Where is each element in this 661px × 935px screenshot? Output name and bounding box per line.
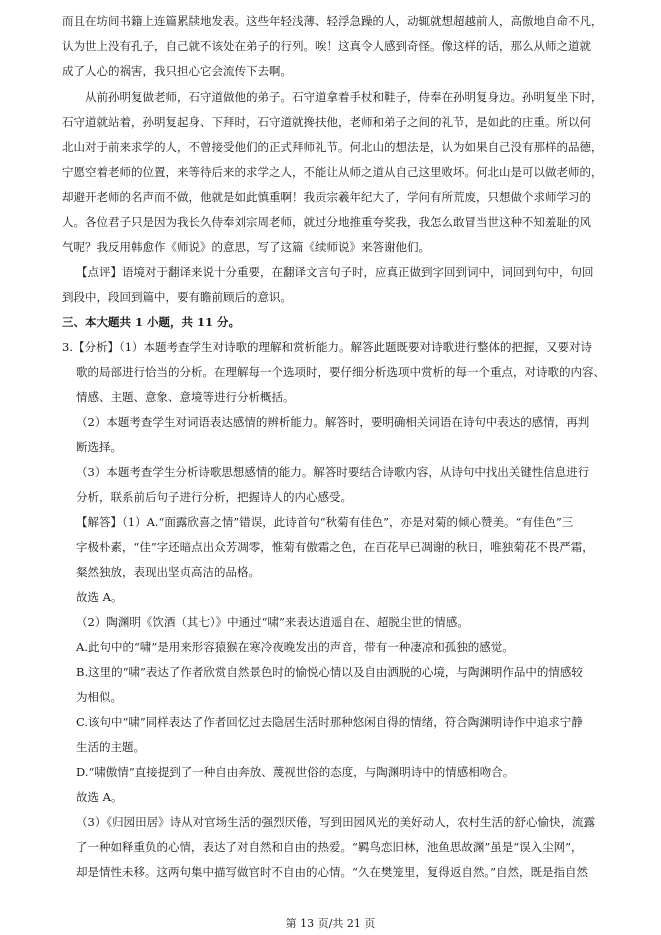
text-line: C.该句中“啸”同样表达了作者回忆过去隐居生活时那种悠闲自得的情绪，符合陶渊明诗作中追求宁静 [76,715,583,729]
page-footer: 第 13 页/共 21 页 [285,917,376,930]
text-line: 北山对于前来求学的人，不曾接受他们的正式拜师礼节。何北山的想法是，认为如果自己没有那样的品德， [62,140,603,154]
text-line: 为相似。 [76,690,122,704]
text-line: 生活的主题。 [76,740,145,754]
text-line: 了一种如释重负的心情，表达了对自然和自由的热爱。“羁鸟恋旧林，池鱼思故渊”虽是“误入尘网”， [76,840,583,854]
text-line: 【解答】（1）A.“面露欣喜之情”错误，此诗首句“秋菊有佳色”，亦是对菊的倾心赞美。“有佳色”三 [76,515,574,529]
text-line: 粲然独放，表现出坚贞高洁的品格。 [76,565,260,579]
text-line: 却是情性未移。这两句集中描写做官时不自由的心情。“久在樊笼里，复得返自然。”自然，既是指自然 [76,865,589,879]
text-line: D.“啸傲情”直接提到了一种自由奔放、蔑视世俗的态度，与陶渊明诗中的情感相吻合。 [76,765,515,779]
section-heading: 三、本大题共 1 小题，共 11 分。 [62,315,241,329]
text-line: 石守道就站着，孙明复起身、下拜时，石守道就搀扶他，老师和弟子之间的礼节，是如此的庄重。所以何 [62,115,591,129]
text-line: 分析，联系前后句子进行分析，把握诗人的内心感受。 [76,490,352,504]
text-line: 3.【分析】（1）本题考查学生对诗歌的理解和赏析能力。解答此题既要对诗歌进行整体的把握，又要对诗 [62,340,593,354]
text-line: 人。各位君子只是因为我长久侍奉刘宗周老师，就过分地推重夸奖我，我怎么敢冒当世这种不知羞耻的风 [62,215,591,229]
text-line: 成了人心的祸害，我只担心它会流传下去啊。 [62,64,292,78]
text-line: 歌的局部进行恰当的分析。在理解每一个选项时，要仔细分析选项中赏析的每一个重点，对诗歌的内容、 [76,365,605,379]
text-line: 却避开老师的名声而不做，他就是如此慎重啊！我贡宗羲年纪大了，学问有所荒废，只想做个求师学习的 [62,190,591,204]
text-line: 【点评】语境对于翻译来说十分重要，在翻译文言句子时，应真正做到字回到词中，词回到句中，句回 [76,265,594,279]
text-line: 断选择。 [76,440,122,454]
text-line: 故选 A。 [76,590,123,604]
text-line: 字极朴素，“佳”字还暗点出众芳凋零，惟菊有傲霜之色，在百花早已凋谢的秋日，唯独菊花不畏严霜， [76,540,594,554]
text-line: 而且在坊间书籍上连篇累牍地发表。这些年轻浅薄、轻浮急躁的人，动辄就想超越前人，高傲地自命不凡， [62,14,603,28]
text-line: 情感、主题、意象、意境等进行分析概括。 [76,390,295,404]
text-line: 到段中，段回到篇中，要有瞻前顾后的意识。 [62,290,292,304]
text-line: 宁愿空着老师的位置，来等待后来的求学之人，不能让从师之道从自己这里败坏。何北山是可以做老师的， [62,165,603,179]
text-line: 从前孙明复做老师，石守道做他的弟子。石守道拿着手杖和鞋子，侍奉在孙明复身边。孙明复坐下时， [85,90,603,104]
text-line: （3）《归园田居》诗从对官场生活的强烈厌倦，写到田园风光的美好动人，农村生活的舒心愉快，流露 [76,815,596,829]
text-line: 气呢？我反用韩愈作《师说》的意思，写了这篇《续师说》来答谢他们。 [62,240,430,254]
text-line: B.这里的“啸”表达了作者欣赏自然景色时的愉悦心情以及自由洒脱的心境，与陶渊明作品中的情感较 [76,665,583,679]
text-line: 认为世上没有孔子，自己就不该处在弟子的行列。唉！这真令人感到奇怪。像这样的话，那么从师之道就 [62,39,591,53]
text-line: （2）陶渊明《饮酒（其七）》中通过“啸”来表达逍遥自在、超脱尘世的情感。 [76,615,469,629]
text-line: A.此句中的“啸”是用来形容猿猴在寒冷夜晚发出的声音，带有一种凄凉和孤独的感觉。 [76,640,514,654]
text-line: （2）本题考查学生对词语表达感情的辨析能力。解答时，要明确相关词语在诗句中表达的感情，再判 [76,415,590,429]
text-line: （3）本题考查学生分析诗歌思想感情的能力。解答时要结合诗歌内容，从诗句中找出关键性信息进行 [76,465,590,479]
text-line: 故选 A。 [76,790,123,804]
